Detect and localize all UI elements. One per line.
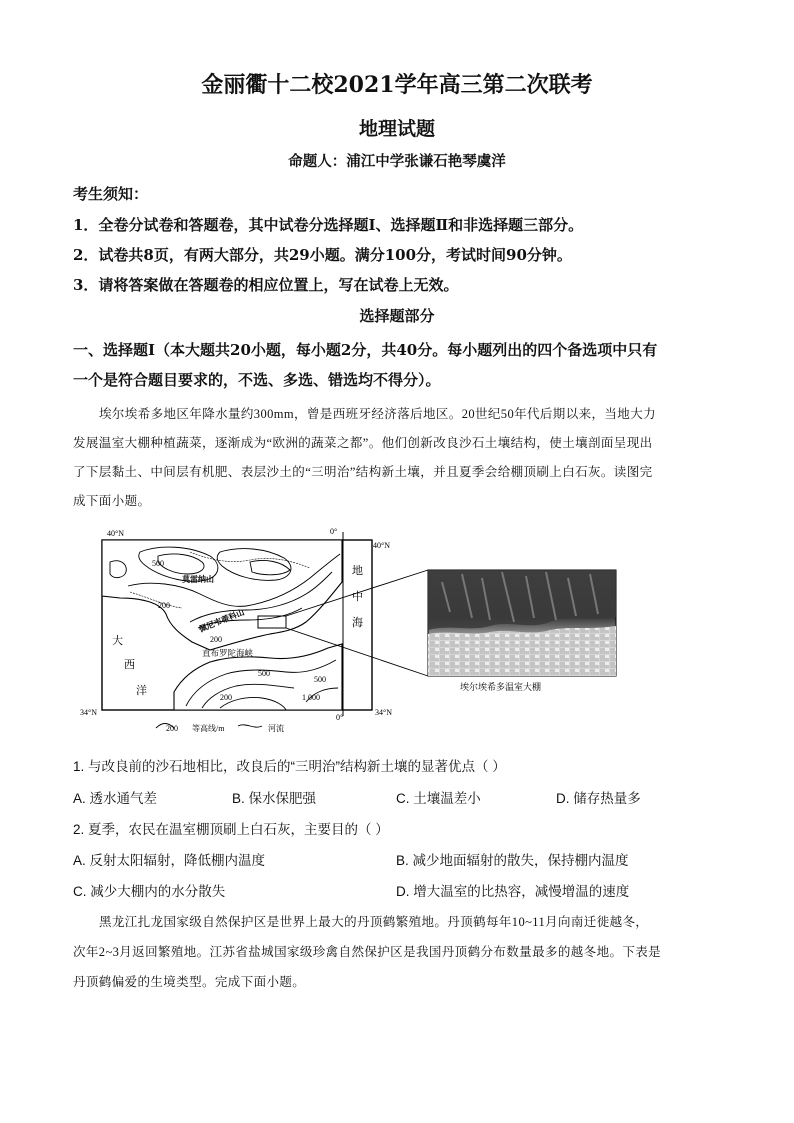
question-stem: 1. 与改良前的沙石地相比，改良后的“三明治”结构新土壤的显著优点（ ）: [73, 759, 506, 774]
lat-bottom-left: 34°N: [80, 708, 97, 717]
contour-label: 200: [158, 601, 170, 610]
greenhouse-fields: [428, 626, 616, 676]
mountain-label: 佩尼韦蒂科山: [197, 607, 246, 634]
part-heading: 一、选择题Ⅰ（本大题共20小题，每小题2分，共40分。每小题列出的四个备选项中只有: [73, 341, 658, 359]
contour-label: 500: [152, 559, 164, 568]
ocean-label: 西: [124, 659, 135, 671]
ocean-label: 大: [112, 635, 123, 647]
author-line: 命题人：浦江中学张谦石艳琴虞洋: [288, 153, 506, 170]
map-figure: [70, 522, 730, 737]
legend-river-label: 河流: [268, 724, 284, 733]
contour-label: 500: [258, 669, 270, 678]
passage-line: 次年2~3月返回繁殖地。江苏省盐城国家级珍禽自然保护区是我国丹顶鹤分布数量最多的越冬地。下表是: [73, 945, 662, 959]
option-c[interactable]: C. 土壤温差小: [396, 791, 481, 806]
option-b[interactable]: B. 保水保肥强: [232, 791, 317, 806]
lat-bottom-right: 34°N: [375, 708, 392, 717]
option-b[interactable]: B. 减少地面辐射的散失，保持棚内温度: [396, 853, 629, 868]
strait-label: 直布罗陀海峡: [202, 648, 254, 658]
legend-contour-label: 等高线/m: [192, 724, 225, 733]
sea-label: 地: [352, 565, 363, 577]
lon-top: 0°: [330, 527, 338, 536]
passage-line: 黑龙江扎龙国家级自然保护区是世界上最大的丹顶鹤繁殖地。丹顶鹤每年10~11月向南迁徙越冬，: [99, 915, 649, 929]
part-heading: 一个是符合题目要求的，不选、多选、错选均不得分）。: [73, 371, 441, 389]
contour-label: 500: [314, 675, 326, 684]
subject-title: 地理试题: [358, 118, 435, 140]
instruction-item: 2．试卷共8页，有两大部分，共29小题。满分100分，考试时间90分钟。: [73, 246, 572, 264]
lon-bottom: 0°: [336, 713, 344, 722]
passage-line: 发展温室大棚种植蔬菜，逐渐成为“欧洲的蔬菜之都”。他们创新改良沙石土壤结构，使土壤剖面呈现出: [73, 436, 653, 450]
sea-label: 海: [352, 617, 363, 629]
lat-top-right: 40°N: [373, 541, 390, 550]
option-d[interactable]: D. 储存热量多: [556, 791, 641, 806]
instructions-heading: 考生须知：: [73, 185, 149, 203]
passage-line: 了下层黏土、中间层有机肥、表层沙土的“三明治”结构新土壤，并且夏季会给棚顶刷上白石灰。读图完: [73, 465, 653, 479]
passage-line: 埃尔埃希多地区年降水量约300mm，曾是西班牙经济落后地区。20世纪50年代后期以来，当地大力: [99, 407, 656, 421]
instruction-item: 3．请将答案做在答题卷的相应位置上，写在试卷上无效。: [73, 276, 459, 294]
photo-caption: 埃尔埃希多温室大棚: [460, 682, 542, 692]
instruction-item: 1．全卷分试卷和答题卷，其中试卷分选择题Ⅰ、选择题Ⅱ和非选择题三部分。: [73, 216, 584, 234]
option-c[interactable]: C. 减少大棚内的水分散失: [73, 884, 226, 899]
question-stem: 2. 夏季，农民在温室棚顶刷上白石灰，主要目的（ ）: [73, 822, 389, 837]
ocean-label: 洋: [136, 685, 147, 697]
legend-river-icon: [238, 725, 262, 727]
mountain-label: 莫雷纳山: [182, 575, 214, 584]
option-a[interactable]: A. 反射太阳辐射，降低棚内温度: [73, 853, 266, 868]
section-title: 选择题部分: [359, 307, 435, 325]
contour-label: 200: [220, 693, 232, 702]
page-title: 金丽衢十二校2021学年高三第二次联考: [201, 72, 593, 98]
passage-line: 成下面小题。: [73, 494, 151, 508]
sea-label: 中: [352, 591, 363, 603]
contour-label: 200: [210, 635, 222, 644]
legend-contour-value: 200: [166, 724, 178, 733]
option-a[interactable]: A. 透水通气差: [73, 791, 158, 806]
contour-label: 1 000: [302, 693, 320, 702]
option-d[interactable]: D. 增大温室的比热容，减慢增温的速度: [396, 884, 630, 899]
lat-top-left: 40°N: [107, 529, 124, 538]
passage-line: 丹顶鹤偏爱的生境类型。完成下面小题。: [73, 975, 306, 989]
